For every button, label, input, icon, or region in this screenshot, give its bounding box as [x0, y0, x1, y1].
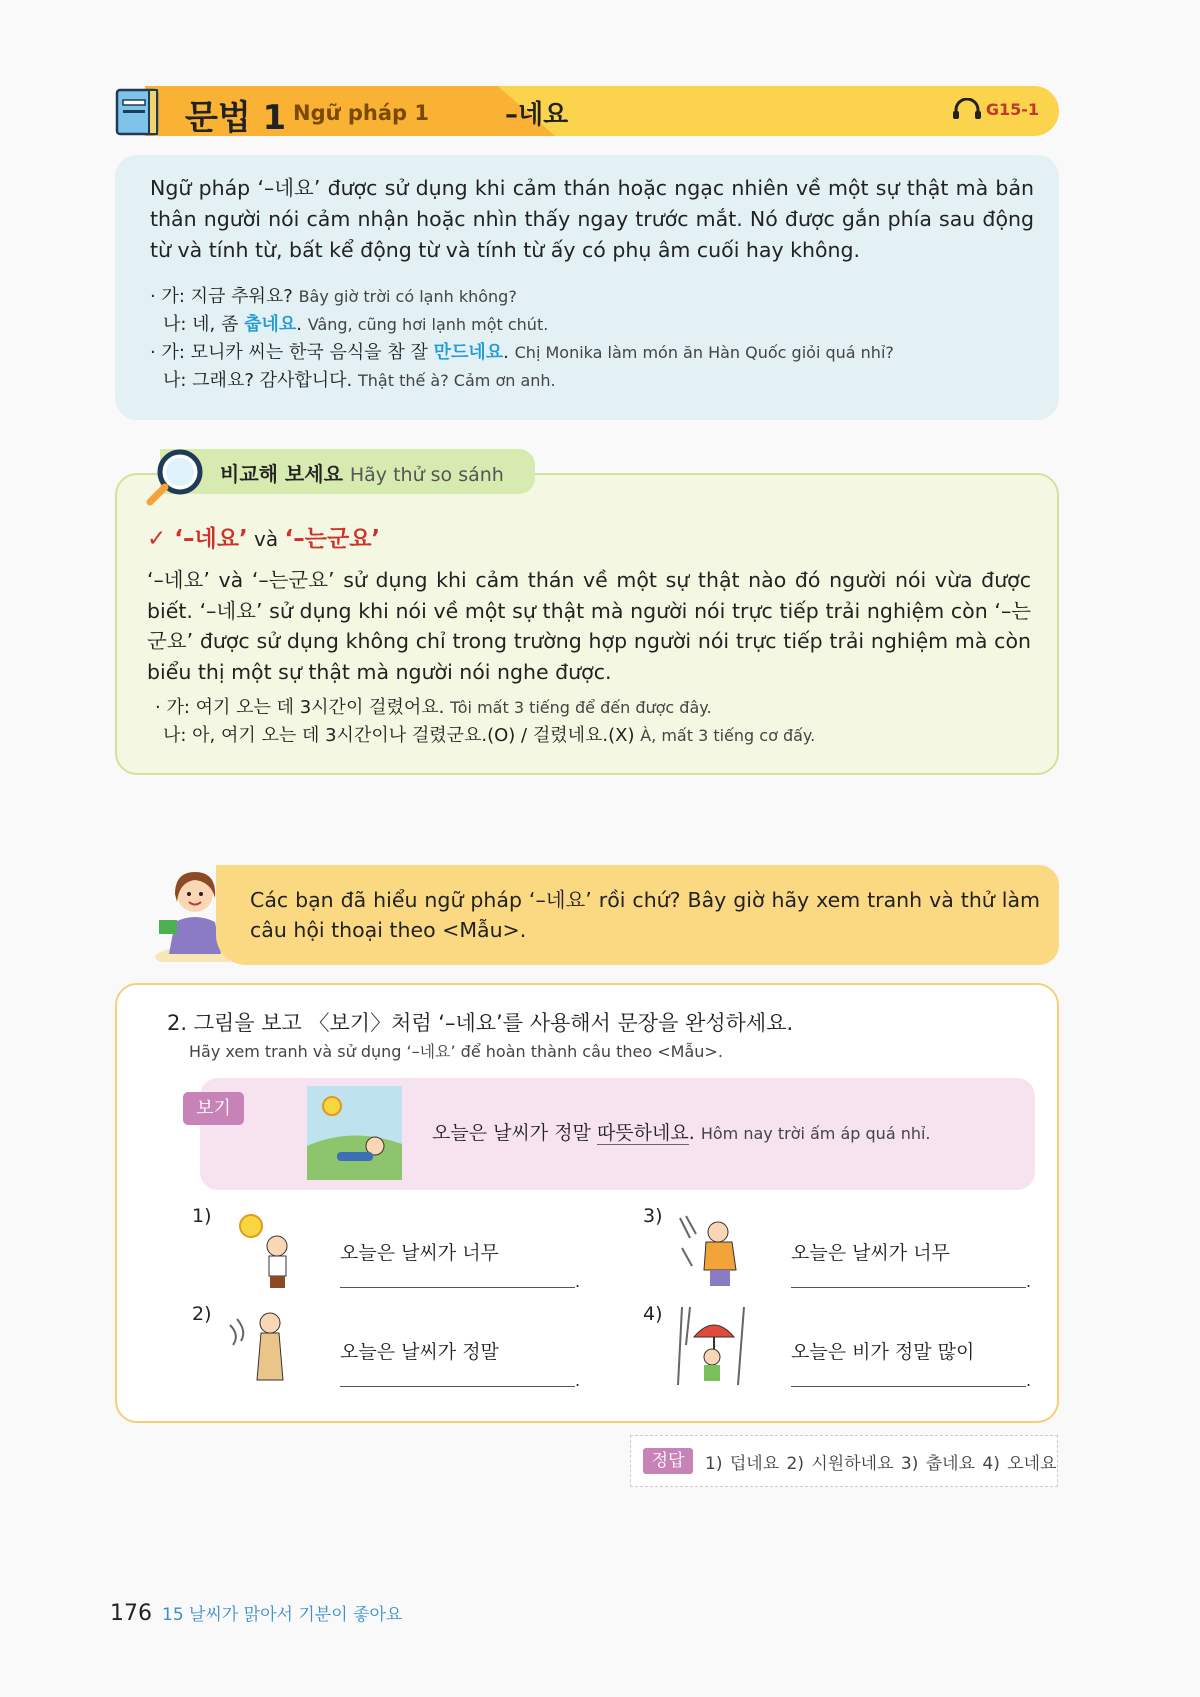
example-line — [163, 366, 556, 396]
example-vietnamese: Vâng, cũng hơi lạnh một chút. — [307, 315, 549, 334]
headphones-icon — [952, 98, 982, 120]
item-number: 1) — [192, 1205, 212, 1227]
answer-label: 정답 — [643, 1448, 693, 1474]
hot-weather-image — [225, 1208, 300, 1293]
example-korean: · 가: 지금 추워요? — [150, 286, 299, 307]
answer-blank[interactable] — [340, 1386, 575, 1387]
compare-tab-korean: 비교해 보세요 — [220, 462, 343, 486]
cool-breeze-image — [225, 1305, 300, 1390]
compare-example-vietnamese: À, mất 3 tiếng cơ đấy. — [640, 726, 816, 745]
example-highlight: 춥네요 — [244, 314, 297, 335]
example-label: 보기 — [183, 1092, 244, 1125]
example-line — [150, 338, 894, 368]
compare-example-vietnamese: Tôi mất 3 tiếng để đến được đây. — [450, 698, 712, 717]
answer-key — [630, 1435, 1058, 1487]
compare-text: ‘–네요’ và ‘–는군요’ sử dụng khi cảm thán về một sự thật nào đó người nói vừa được biết. ‘–네요’ sử dụng khi nói về một sự thật mà người nói trực tiếp trải nghiệm còn ‘–는군요’ được sử dụng không chỉ trong trường hợp người nói trực tiếp trải nghiệm mà còn biểu thị một sự thật mà người nói nghe được. — [147, 568, 1031, 684]
heavy-rain-image — [676, 1305, 751, 1390]
item-sentence: 오늘은 날씨가 정말 — [340, 1341, 499, 1363]
item-period: . — [1026, 1371, 1032, 1390]
item-period: . — [575, 1371, 581, 1390]
example-line — [163, 310, 548, 340]
example-punct: . — [296, 314, 308, 335]
grammar-title: 문법 1 — [185, 98, 287, 138]
item-number: 3) — [643, 1205, 663, 1227]
compare-box — [115, 473, 1059, 775]
item-period: . — [1026, 1272, 1032, 1291]
compare-heading-a: ‘–네요’ — [174, 526, 248, 552]
audio-track[interactable] — [952, 98, 1039, 120]
example-korean: 나: 그래요? 감사합니다. — [163, 370, 358, 391]
book-icon — [115, 88, 161, 136]
example-punct: . — [688, 1122, 701, 1144]
answer-blank[interactable] — [791, 1386, 1026, 1387]
answer-blank[interactable] — [340, 1287, 575, 1288]
compare-example-korean: 나: 아, 여기 오는 데 3시간이나 걸렸군요.(O) / 걸렸네요.(X) — [163, 725, 641, 746]
item-number: 2) — [192, 1303, 212, 1325]
page-number: 176 — [110, 1601, 152, 1626]
example-vietnamese: Chị Monika làm món ăn Hàn Quốc giỏi quá nhỉ? — [514, 343, 894, 362]
explanation-text: Ngữ pháp ‘–네요’ được sử dụng khi cảm thán hoặc ngạc nhiên về một sự thật mà bản thân người nói cảm nhận hoặc nhìn thấy ngay trước mắt. Nó được gắn phía sau động từ và tính từ, bất kể động từ và tính từ ấy có phụ âm cuối hay không. — [150, 176, 1034, 262]
example-sentence — [432, 1118, 931, 1145]
example-korean: 나: 네, 좀 — [163, 314, 245, 335]
compare-example-korean: · 가: 여기 오는 데 3시간이 걸렸어요. — [155, 697, 451, 718]
compare-heading-va: và — [247, 527, 285, 551]
compare-example — [155, 693, 712, 723]
compare-tab — [160, 449, 535, 494]
example-highlight: 만드네요 — [433, 342, 504, 363]
explanation-box — [115, 155, 1059, 420]
answer-text: 1) 덥네요 2) 시원하네요 3) 춥네요 4) 오네요 — [705, 1454, 1057, 1474]
cold-wind-image — [676, 1208, 751, 1293]
exercise-question: 2. 그림을 보고 〈보기〉처럼 ‘–네요’를 사용해서 문장을 완성하세요. — [167, 1011, 794, 1035]
grammar-header — [115, 86, 1059, 136]
item-sentence: 오늘은 날씨가 너무 — [791, 1242, 950, 1264]
check-icon: ✓ — [147, 526, 175, 552]
page-footer — [110, 1600, 402, 1626]
compare-example — [163, 721, 815, 751]
item-number: 4) — [643, 1303, 663, 1325]
chapter-title: 15 날씨가 맑아서 기분이 좋아요 — [162, 1605, 403, 1625]
compare-heading — [147, 520, 380, 553]
grammar-pattern: –네요 — [505, 100, 569, 130]
example-punct: . — [503, 342, 515, 363]
item-sentence: 오늘은 비가 정말 많이 — [791, 1341, 975, 1363]
magnifier-icon — [144, 448, 206, 508]
instruction-bubble — [216, 865, 1059, 965]
example-line — [150, 282, 517, 312]
exercise-question-vietnamese: Hãy xem tranh và sử dụng ‘–네요’ để hoàn thành câu theo <Mẫu>. — [189, 1042, 723, 1061]
sunny-picnic-image — [307, 1086, 402, 1180]
example-answer: 따뜻하네요 — [596, 1122, 689, 1144]
example-sentence-vietnamese: Hôm nay trời ấm áp quá nhỉ. — [700, 1124, 931, 1143]
example-vietnamese: Bây giờ trời có lạnh không? — [298, 287, 517, 306]
instruction-text: Các bạn đã hiểu ngữ pháp ‘–네요’ rồi chứ? Bây giờ hãy xem tranh và thử làm câu hội thoại theo <Mẫu>. — [250, 888, 1040, 942]
example-vietnamese: Thật thế à? Cảm ơn anh. — [358, 371, 556, 390]
example-sentence-text: 오늘은 날씨가 정말 — [432, 1122, 597, 1144]
item-period: . — [575, 1272, 581, 1291]
grammar-subtitle: Ngữ pháp 1 — [293, 101, 429, 125]
answer-blank[interactable] — [791, 1287, 1026, 1288]
item-sentence: 오늘은 날씨가 너무 — [340, 1242, 499, 1264]
example-korean: · 가: 모니카 씨는 한국 음식을 참 잘 — [150, 342, 434, 363]
compare-tab-vietnamese: Hãy thử so sánh — [349, 464, 504, 486]
audio-code: G15-1 — [985, 99, 1039, 119]
compare-heading-b: ‘–는군요’ — [284, 526, 381, 552]
